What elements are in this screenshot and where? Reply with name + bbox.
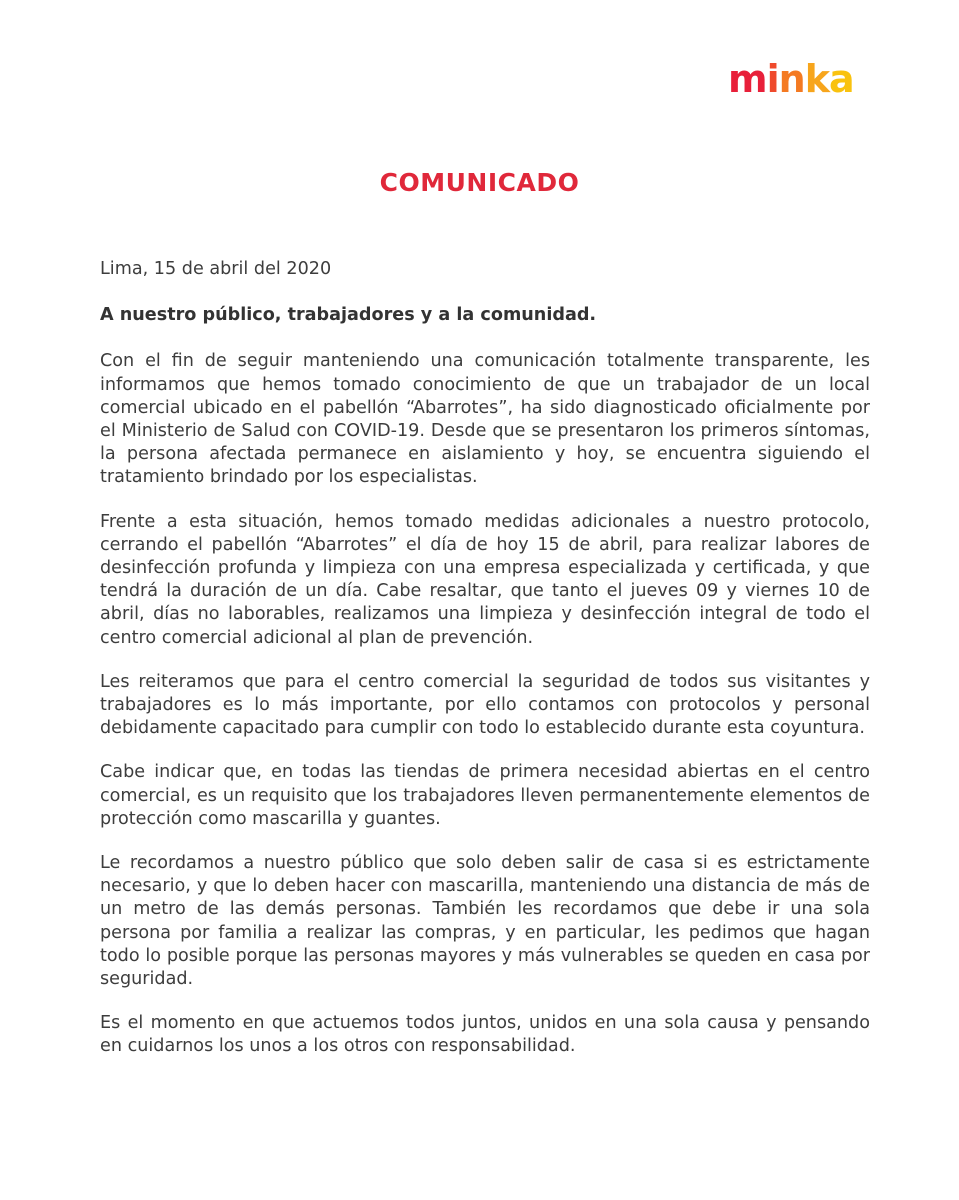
salutation: A nuestro público, trabajadores y a la comunidad. bbox=[100, 305, 597, 326]
logo-letter: a bbox=[828, 57, 854, 101]
body-paragraph: Cabe indicar que, en todas las tiendas de primera necesidad abiertas en el centro comercial, es un requisito que los trabajadores lleven permanentemente elementos de protección como mascarilla y guantes. bbox=[100, 762, 870, 829]
body-paragraph: Con el fin de seguir manteniendo una comunicación totalmente transparente, les informamos que hemos tomado conocimiento de que un trabajador de un local comercial ubicado en el pabellón “Abarrotes”, ha sido diagnosticado oficialmente por el Ministerio de Salud con COVID-19. Desde que se presentaron los primeros síntomas, la persona afectada permanece en aislamiento y hoy, se encuentra siguiendo el tratamiento brindado por los especialistas. bbox=[100, 351, 870, 488]
body-paragraph: Es el momento en que actuemos todos juntos, unidos en una sola causa y pensando en cuidarnos los unos a los otros con responsabilidad. bbox=[100, 1013, 870, 1057]
brand-logo bbox=[728, 55, 888, 103]
body-paragraph: Le recordamos a nuestro público que solo deben salir de casa si es estrictamente necesario, y que lo deben hacer con mascarilla, manteniendo una distancia de más de un metro de las demás personas. También les recordamos que debe ir una sola persona por familia a realizar las compras, y en particular, les pedimos que hagan todo lo posible porque las personas mayores y más vulnerables se queden en casa por seguridad. bbox=[100, 853, 870, 990]
logo-letter: i bbox=[766, 57, 779, 101]
logo-letter: k bbox=[804, 57, 829, 101]
logo-letter: m bbox=[728, 57, 767, 101]
body-paragraph: Frente a esta situación, hemos tomado medidas adicionales a nuestro protocolo, cerrando el pabellón “Abarrotes” el día de hoy 15 de abril, para realizar labores de desinfección profunda y limpieza con una empresa especializada y certificada, y que tendrá la duración de un día. Cabe resaltar, que tanto el jueves 09 y viernes 10 de abril, días no laborables, realizamos una limpieza y desinfección integral de todo el centro comercial adicional al plan de prevención. bbox=[100, 511, 870, 648]
document-body bbox=[100, 258, 870, 1080]
date-line: Lima, 15 de abril del 2020 bbox=[100, 259, 332, 279]
logo-wordmark bbox=[728, 55, 888, 103]
document-title: COMUNICADO bbox=[379, 168, 580, 197]
logo-letter: n bbox=[778, 57, 805, 101]
body-paragraph: Les reiteramos que para el centro comercial la seguridad de todos sus visitantes y trabajadores es lo más importante, por ello contamos con protocolos y personal debidamente capacitado para cumplir con todo lo establecido durante esta coyuntura. bbox=[100, 671, 870, 739]
